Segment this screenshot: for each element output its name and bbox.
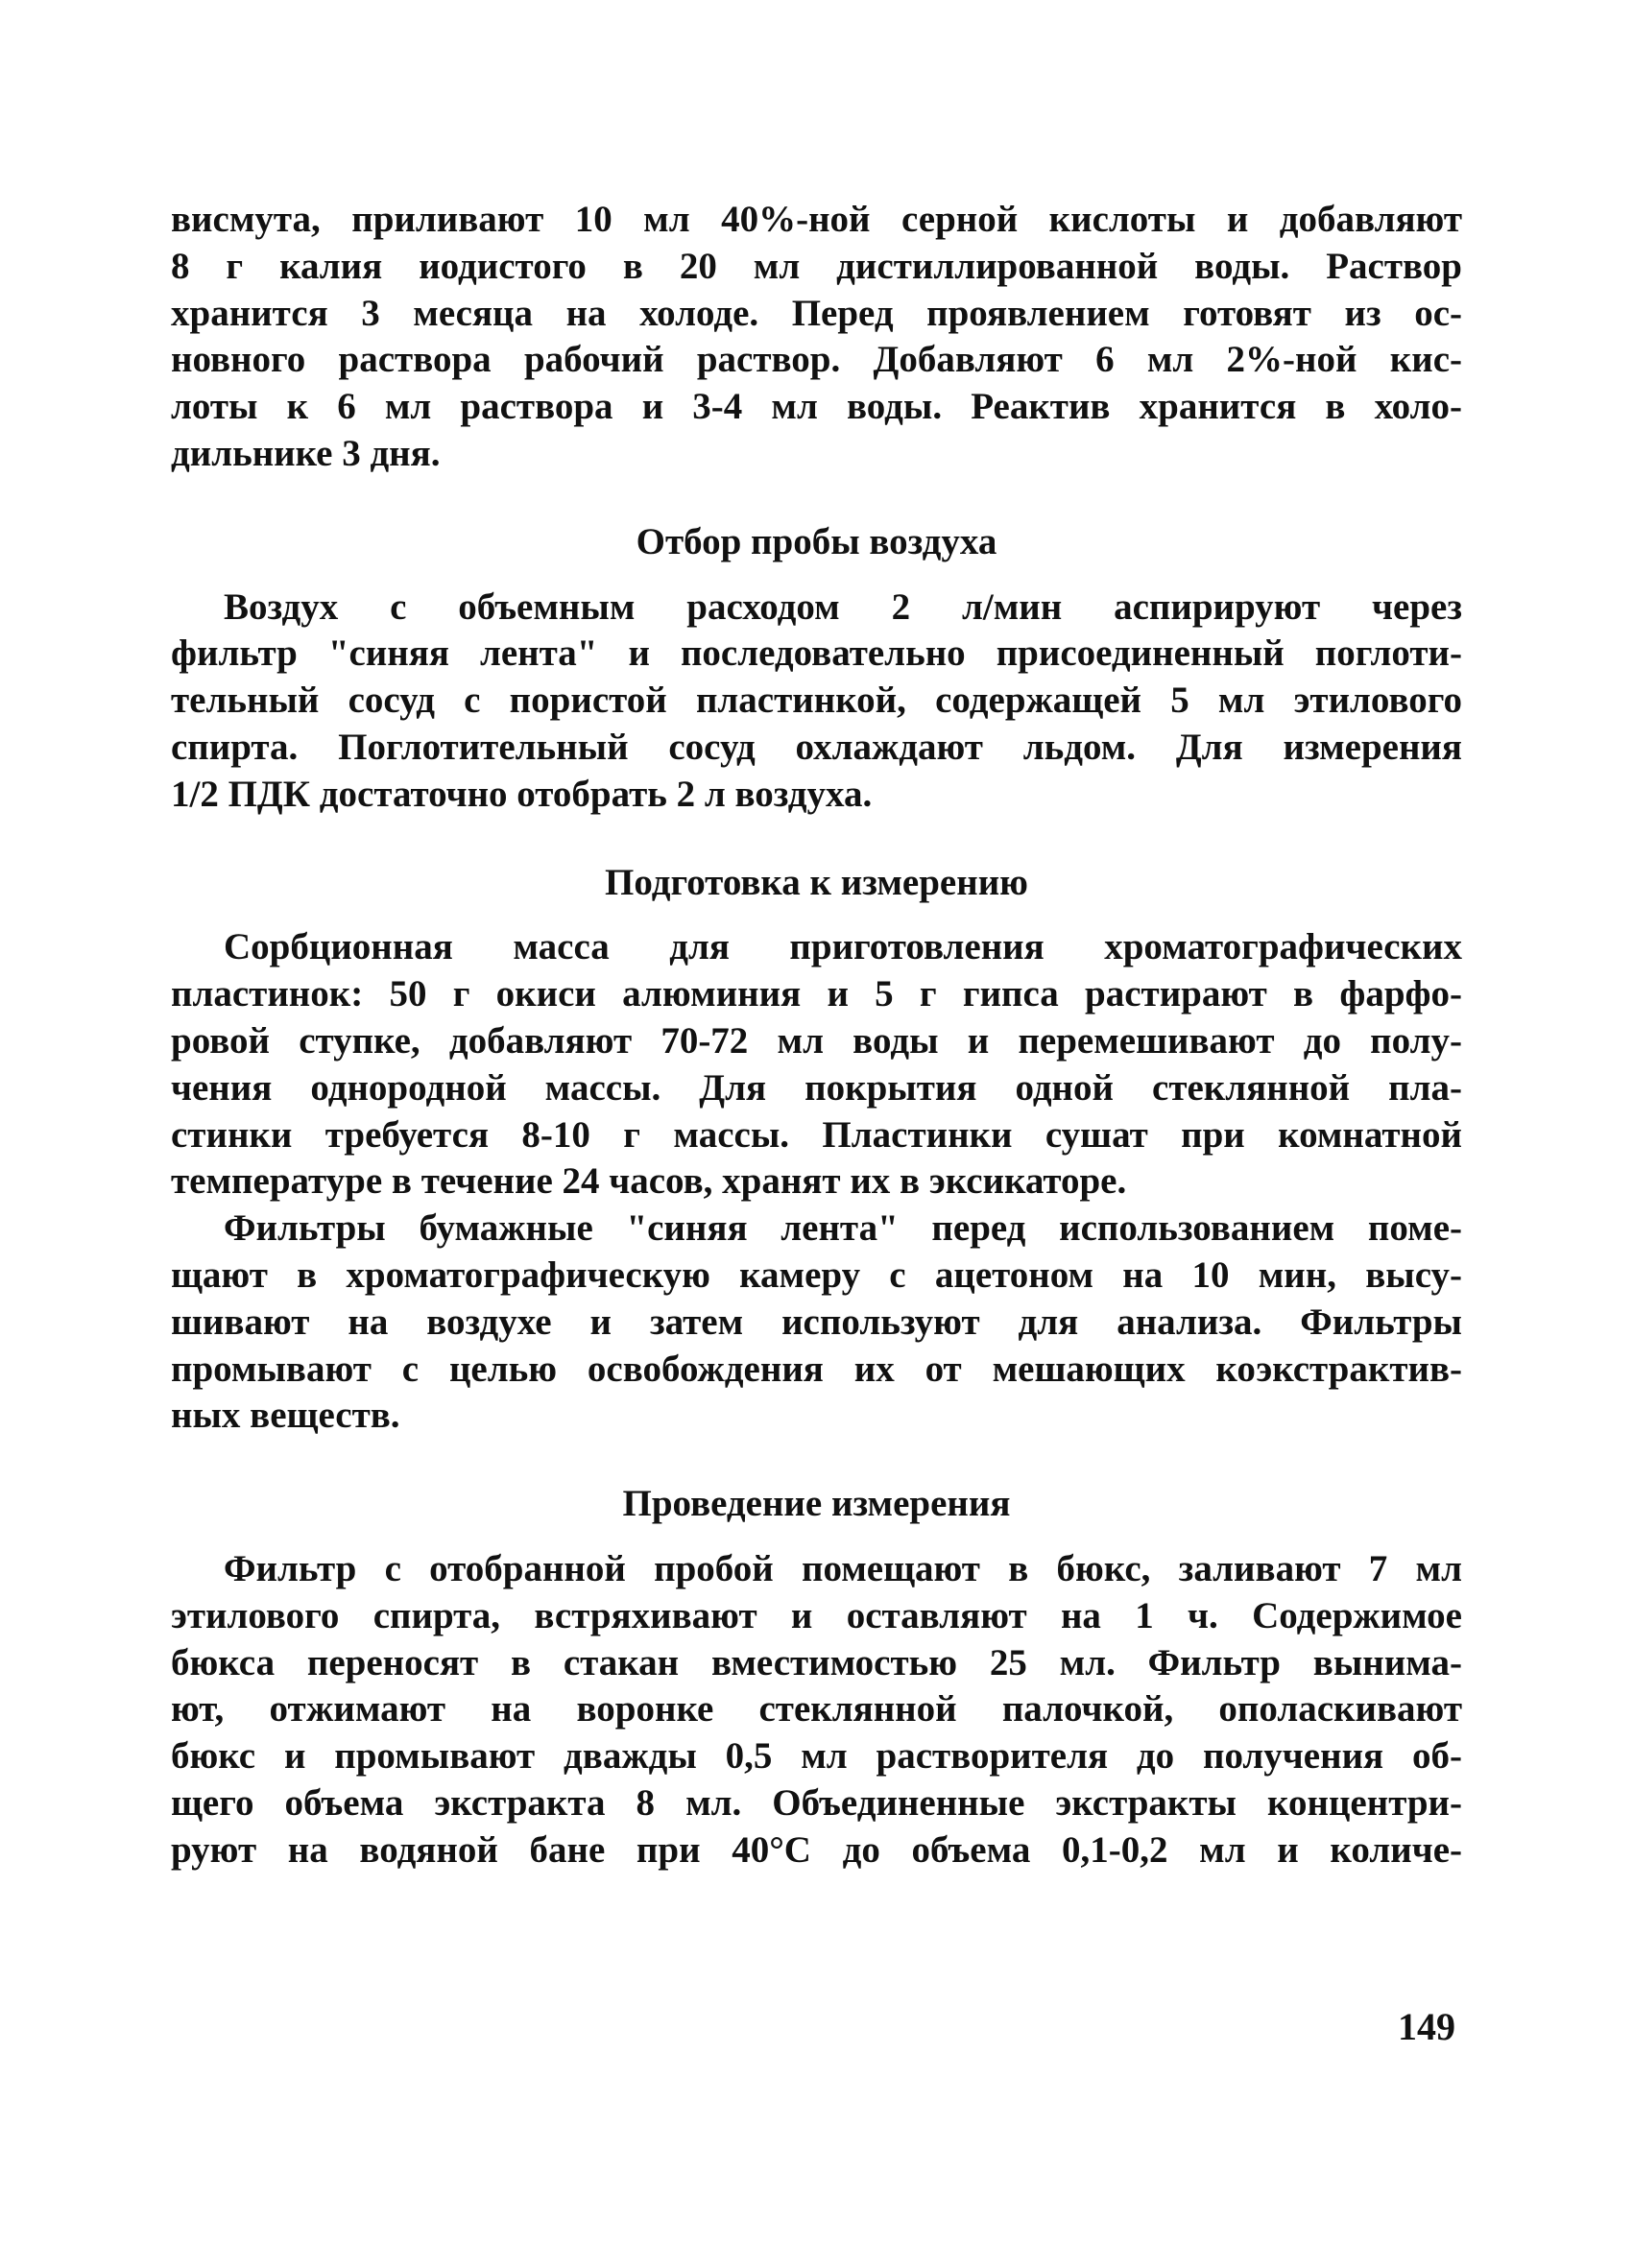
text-line: Фильтры бумажные "синяя лента" перед использованием поме- <box>224 1207 1462 1250</box>
page-number: 149 <box>1398 2005 1455 2048</box>
text-line: ровой ступке, добавляют 70-72 мл воды и перемешивают до полу- <box>171 1019 1462 1062</box>
text-line: бюкса переносят в стакан вместимостью 25 мл. Фильтр вынима- <box>171 1641 1462 1683</box>
text-line: хранится 3 месяца на холоде. Перед проявлением готовят из ос- <box>171 292 1462 334</box>
paragraph-preparation-2 <box>171 1206 1462 1440</box>
text-line: 1/2 ПДК достаточно отобрать 2 л воздуха. <box>171 773 873 815</box>
text-line: новного раствора рабочий раствор. Добавляют 6 мл 2%-ной кис- <box>171 339 1462 381</box>
text-line: этилового спирта, встряхивают и оставляют на 1 ч. Содержимое <box>171 1594 1462 1636</box>
text-line: руют на водяной бане при 40°С до объема 0,1-0,2 мл и количе- <box>171 1828 1462 1871</box>
text-line: Воздух с объемным расходом 2 л/мин аспирируют через <box>224 585 1462 628</box>
text-line: висмута, приливают 10 мл 40%-ной серной кислоты и добавляют <box>171 199 1462 240</box>
text-line: щего объема экстракта 8 мл. Объединенные экстракты концентри- <box>171 1781 1462 1824</box>
text-line: пластинок: 50 г окиси алюминия и 5 г гипса растирают в фарфо- <box>171 973 1462 1015</box>
text-line: 8 г калия иодистого в 20 мл дистиллированной воды. Раствор <box>171 245 1462 287</box>
text-line: спирта. Поглотительный сосуд охлаждают льдом. Для измерения <box>171 726 1462 768</box>
text-line: тельный сосуд с пористой пластинкой, содержащей 5 мл этилового <box>171 680 1462 722</box>
text-line: фильтр "синяя лента" и последовательно присоединенный поглоти- <box>171 633 1462 675</box>
text-line: ных веществ. <box>171 1395 400 1437</box>
text-line: промывают с целью освобождения их от мешающих коэкстрактив- <box>171 1348 1462 1390</box>
text-line: ют, отжимают на воронке стеклянной палочкой, ополаскивают <box>171 1688 1462 1731</box>
text-line: шивают на воздухе и затем используют для анализа. Фильтры <box>171 1301 1462 1343</box>
text-line: бюкс и промывают дважды 0,5 мл растворителя до получения об- <box>171 1735 1462 1778</box>
text-line: Фильтр с отобранной пробой помещают в бюкс, заливают 7 мл <box>224 1547 1462 1589</box>
paragraph-preparation-1 <box>171 924 1462 1206</box>
section-heading-measurement: Проведение измерения <box>622 1483 1011 1525</box>
paragraph-measurement <box>171 1546 1462 1874</box>
text-line: дильнике 3 дня. <box>171 432 441 474</box>
section-heading-preparation: Подготовка к измерению <box>605 861 1028 903</box>
page-body <box>171 197 1462 1874</box>
text-line: стинки требуется 8-10 г массы. Пластинки сушат при комнатной <box>171 1113 1462 1156</box>
text-line: лоты к 6 мл раствора и 3-4 мл воды. Реактив хранится в холо- <box>171 386 1462 428</box>
section-heading-sampling: Отбор пробы воздуха <box>636 520 997 562</box>
paragraph-intro <box>171 197 1462 478</box>
text-line: Сорбционная масса для приготовления хроматографических <box>224 926 1462 968</box>
text-line: температуре в течение 24 часов, хранят их в эксикаторе. <box>171 1160 1127 1203</box>
text-line: щают в хроматографическую камеру с ацетоном на 10 мин, высу- <box>171 1253 1462 1296</box>
paragraph-sampling <box>171 585 1462 819</box>
text-line: чения однородной массы. Для покрытия одной стеклянной пла- <box>171 1066 1462 1109</box>
